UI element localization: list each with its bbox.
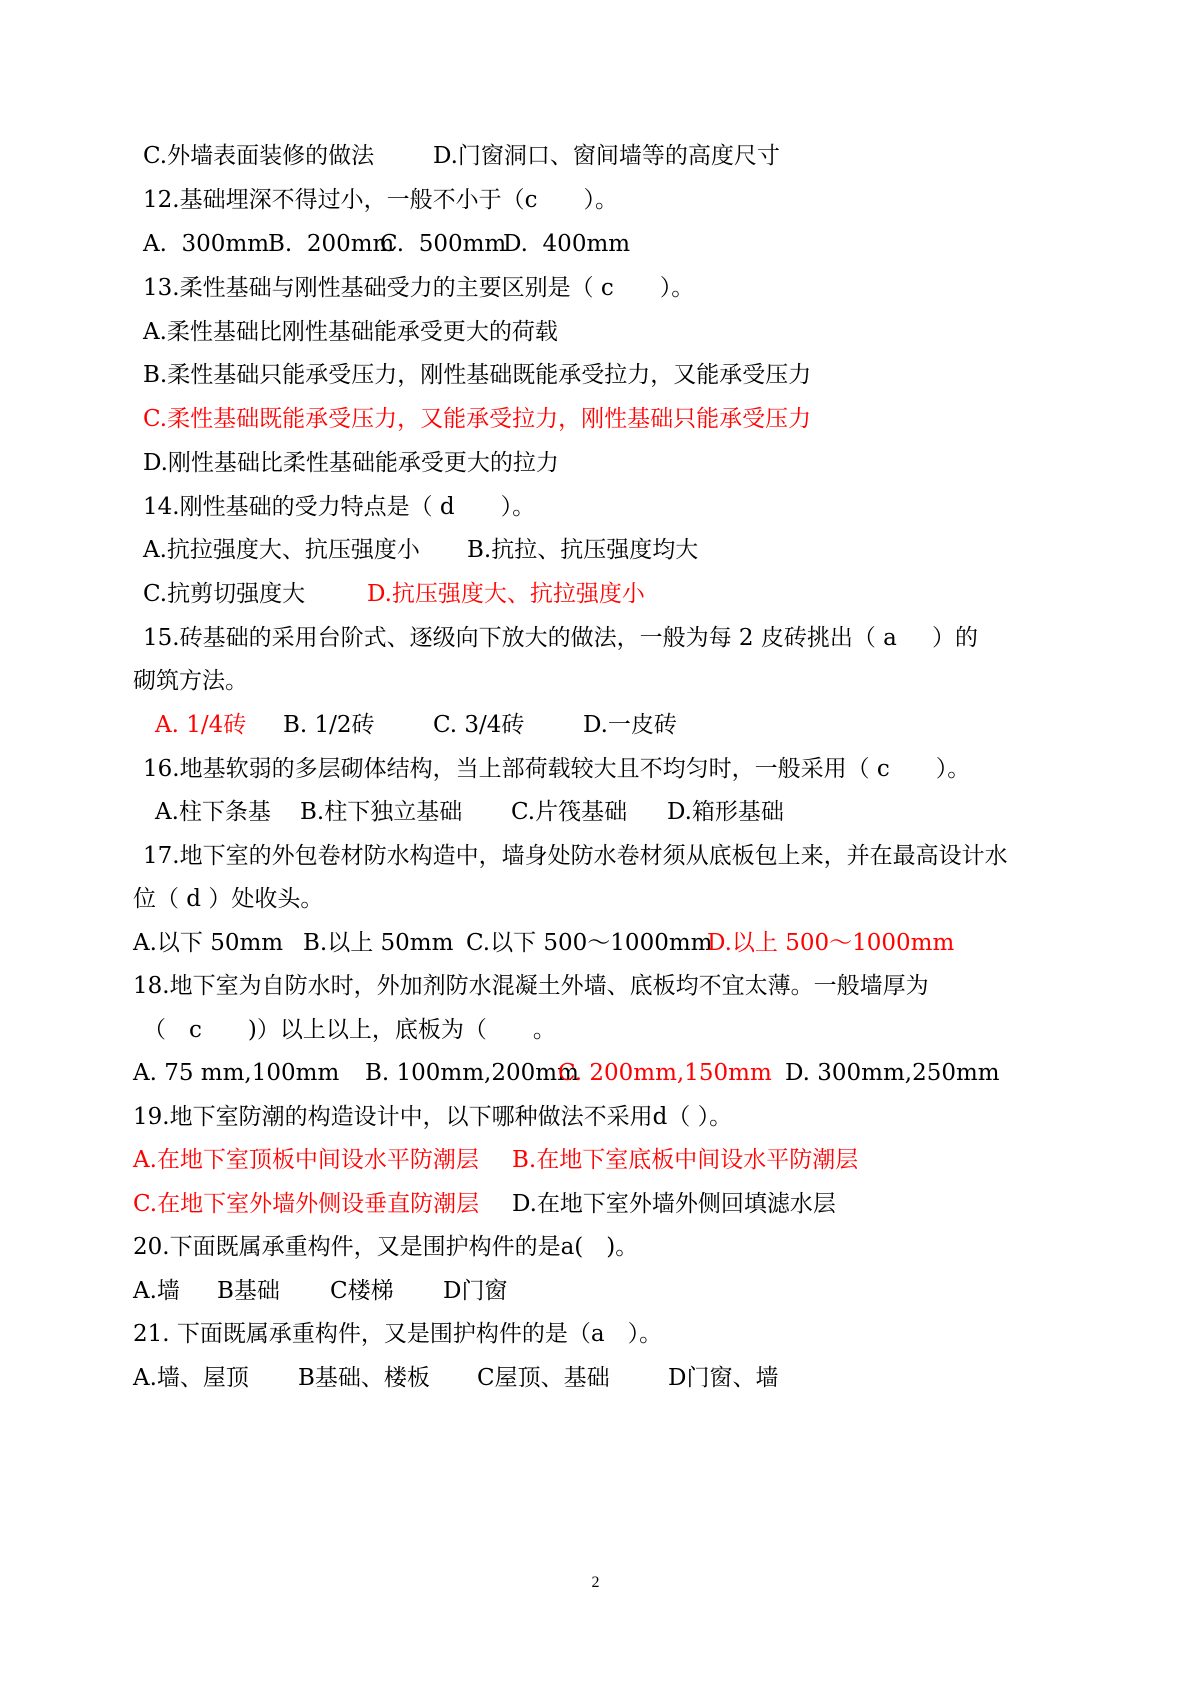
question-15-tail: ）的 xyxy=(932,625,978,651)
q19-option-d: D.在地下室外墙外侧回填滤水层 xyxy=(512,1191,836,1217)
q17-option-a: A.以下 50mm xyxy=(133,930,284,956)
q16-option-d: D.箱形基础 xyxy=(667,799,784,825)
q21-option-b: B基础、楼板 xyxy=(298,1365,430,1391)
q16-option-a: A.柱下条基 xyxy=(155,799,271,825)
q15-option-d: D.一皮砖 xyxy=(583,712,677,738)
question-21: 21. 下面既属承重构件，又是围护构件的是（a ）。 xyxy=(133,1321,663,1347)
q12-option-b: B. 200mm xyxy=(268,231,395,257)
question-18: 18.地下室为自防水时，外加剂防水混凝土外墙、底板均不宜太薄。一般墙厚为 xyxy=(133,973,929,999)
q15-option-b: B. 1/2砖 xyxy=(283,712,375,738)
q12-option-d: D. 400mm xyxy=(503,231,631,257)
question-18-cont: （ c )）以上以上，底板为（ 。 xyxy=(143,1017,556,1043)
q13-option-b: B.柔性基础只能承受压力，刚性基础既能承受拉力，又能承受压力 xyxy=(143,362,812,388)
q19-option-b-answer: B.在地下室底板中间设水平防潮层 xyxy=(512,1147,859,1173)
q14-option-b: B.抗拉、抗压强度均大 xyxy=(467,537,699,563)
question-15-cont: 砌筑方法。 xyxy=(133,668,248,694)
question-15: 15.砖基础的采用台阶式、逐级向下放大的做法，一般为每 2 皮砖挑出（ a xyxy=(143,625,897,651)
q14-option-d-answer: D.抗压强度大、抗拉强度小 xyxy=(367,581,645,607)
question-17-cont: 位（ d ）处收头。 xyxy=(133,886,324,912)
q20-option-b: B基础 xyxy=(217,1278,280,1304)
page-number: 2 xyxy=(591,1574,600,1591)
q19-option-a-answer: A.在地下室顶板中间设水平防潮层 xyxy=(133,1147,479,1173)
question-13: 13.柔性基础与刚性基础受力的主要区别是（ c ）。 xyxy=(143,275,695,301)
q18-option-d: D. 300mm,250mm xyxy=(785,1060,1000,1086)
q21-option-a: A.墙、屋顶 xyxy=(133,1365,249,1391)
q15-option-a-answer: A. 1/4砖 xyxy=(155,712,247,738)
line-01a: C.外墙表面装修的做法 xyxy=(143,143,375,169)
q14-option-c: C.抗剪切强度大 xyxy=(143,581,306,607)
q21-option-c: C屋顶、基础 xyxy=(477,1365,610,1391)
q20-option-a: A.墙 xyxy=(133,1278,180,1304)
q21-option-d: D门窗、墙 xyxy=(668,1365,779,1391)
q12-option-a: A. 300mm xyxy=(143,231,270,257)
q18-option-c-answer: C. 200mm,150mm xyxy=(558,1060,772,1086)
q15-option-c: C. 3/4砖 xyxy=(433,712,525,738)
question-12: 12.基础埋深不得过小，一般不小于（c ）。 xyxy=(143,187,618,213)
question-14: 14.刚性基础的受力特点是（ d ）。 xyxy=(143,494,536,520)
q13-option-d: D.刚性基础比柔性基础能承受更大的拉力 xyxy=(143,450,559,476)
q19-option-c-answer: C.在地下室外墙外侧设垂直防潮层 xyxy=(133,1191,480,1217)
q18-option-b: B. 100mm,200mm xyxy=(365,1060,579,1086)
q16-option-b: B.柱下独立基础 xyxy=(300,799,463,825)
q13-option-c-answer: C.柔性基础既能承受压力，又能承受拉力，刚性基础只能承受压力 xyxy=(143,406,812,432)
q20-option-c: C楼梯 xyxy=(330,1278,394,1304)
q12-option-c: C. 500mm xyxy=(380,231,507,257)
question-17: 17.地下室的外包卷材防水构造中，墙身处防水卷材须从底板包上来，并在最高设计水 xyxy=(143,843,1008,869)
q13-option-a: A.柔性基础比刚性基础能承受更大的荷载 xyxy=(143,319,558,345)
q17-option-d-answer: D.以上 500～1000mm xyxy=(707,930,955,956)
q17-option-c: C.以下 500～1000mm xyxy=(466,930,713,956)
question-16: 16.地基软弱的多层砌体结构，当上部荷载较大且不均匀时，一般采用（ c ）。 xyxy=(143,756,971,782)
q20-option-d: D门窗 xyxy=(443,1278,508,1304)
q18-option-a: A. 75 mm,100mm xyxy=(133,1060,340,1086)
question-19: 19.地下室防潮的构造设计中，以下哪种做法不采用d（ ）。 xyxy=(133,1104,733,1130)
q14-option-a: A.抗拉强度大、抗压强度小 xyxy=(143,537,420,563)
question-20: 20.下面既属承重构件，又是围护构件的是a( )。 xyxy=(133,1234,639,1260)
line-01b: D.门窗洞口、窗间墙等的高度尺寸 xyxy=(433,143,780,169)
q17-option-b: B.以上 50mm xyxy=(303,930,454,956)
q16-option-c: C.片筏基础 xyxy=(511,799,628,825)
